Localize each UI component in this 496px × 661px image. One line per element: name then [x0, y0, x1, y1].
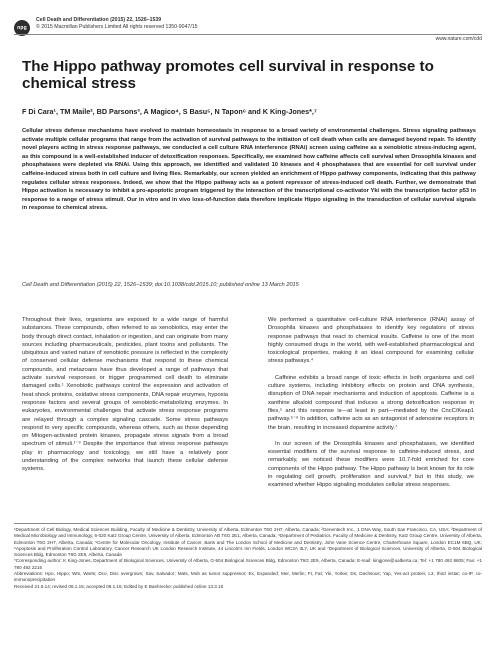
- abbreviations: Abbreviations: Hpo, Hippo; Wts, Warts; Dco, Disc overgrown; Sav, Salvador; Mats, Mob as tumor suppressor; Ex, Expanded; Mer, Merlin; Ft, Fat; Yki, Yorkie; Ds, Dachsous; Yap, Yes-act protein; L3, third instar; co-IP, co-immunoprecipitation: [14, 571, 482, 583]
- article-title: The Hippo pathway promotes cell survival in response to chemical stress: [22, 58, 434, 92]
- author-list: F Di Cara¹, TM Maile², BD Parsons³, A Magico⁴, S Basu⁵, N Tapon⁶ and K King-Jones*,⁷: [22, 107, 317, 116]
- journal-header: [36, 17, 198, 31]
- header-rule: [14, 34, 482, 35]
- body-paragraph: Caffeine exhibits a broad range of toxic effects in both organisms and cell culture systems, including inhibitory effects on protein and DNA synthesis, disruption of DNA repair mechanisms and induction of apoptosis. Caffeine is a xanthine alkaloid compound that induces a strong detoxification response in flies,⁵ and this response is—at least in part—mediated by the CncC/Keap1 pathway.⁵⁻⁶ In addition, caffeine acts as an antagonist of adenosine receptors in the brain, resulting in increased dopamine activity.⁷: [268, 374, 474, 431]
- body-column-left: [22, 316, 228, 474]
- body-column-right: [268, 316, 474, 490]
- journal-website-link[interactable]: www.nature.com/cdd: [435, 36, 482, 42]
- body-paragraph: Throughout their lives, organisms are exposed to a wide range of harmful substances. These compounds, often referred to as xenobiotics, may enter the body through direct contact, inhalation or ingestion, and can originate from many sources including pharmaceuticals, pesticides, plant toxins and pollutants. The ubiquitous and varied nature of xenobiotic pressure is reflected in the complexity of conserved cellular defense mechanisms that respond to these chemical compounds, and metazoans have thus developed a range of pathways that activate survival responses or trigger programmed cell death to eliminate damaged cells.¹ Xenobiotic pathways control the expression and activation of heat shock proteins, oxidative stress components, DNA repair enzymes, hypoxia response factors and several groups of xenobiotic-metabolizing enzymes. In eukaryotes, environmental challenges that activate stress response programs are relayed through a complex signaling cascade. Some stress pathways respond to very specific compounds, whereas others, such as those depending on Mitogen-activated protein kinases, propagate stress signals from a broad spectrum of stimuli.¹⁻³ Despite the importance that stress response pathways play in pharmacology and toxicology, we still have a relatively poor understanding of the complex networks that launch these cellular defense systems.: [22, 317, 228, 473]
- npg-logo: npg: [14, 20, 30, 36]
- body-paragraph: In our screen of the Drosophila kinases and phosphatases, we identified essential modifiers of the survival response to caffeine-induced stress, and remarkably, we noticed these modifiers were 10.7-fold enriched for core components of the Hippo pathway. The Hippo pathway is best known for its role in regulating cell growth, proliferation and survival,⁸ but in this study, we examined whether Hippo signaling modulates cellular stress responses.: [268, 440, 474, 489]
- footnote-rule: [14, 523, 482, 524]
- copyright-line: © 2015 Macmillan Publishers Limited All rights reserved 1350-9047/15: [36, 24, 198, 30]
- citation-line: Cell Death and Differentiation (2015) 22, 1526–1539; doi:10.1038/cdd.2015.10; published online 13 March 2015: [22, 282, 299, 288]
- correspondence: *Corresponding author: K King-Jones, Department of Biological Sciences, University of Alberta, G-504 Biological Sciences Bldg, Edmonton T6G 2E9, Alberta, Canada; E-mail: kingjone@ualberta.ca; Tel: +1 780 492 8605; Fax: +1 780 492 2216: [14, 558, 482, 570]
- abstract: Cellular stress defense mechanisms have evolved to maintain homeostasis in response to a broad variety of environmental challenges. Stress signaling pathways activate multiple cellular programs that range from the activation of survival pathways to the initiation of cell death when cells are damaged beyond repair. To identify novel players acting in stress response pathways, we conducted a cell culture RNA interference (RNAi) screen using caffeine as a xenobiotic stress-inducing agent, as this compound is a well-established inducer of detoxification responses. Specifically, we examined how caffeine affects cell survival when Drosophila kinases and phosphatases were depleted via RNAi. Using this approach, we identified and validated 10 kinases and 4 phosphatases that are essential for cell survival under caffeine-induced stress both in cell culture and living flies. Remarkably, our screen yielded an enrichment of Hippo pathway components, indicating that this pathway regulates cellular stress responses. Indeed, we show that the Hippo pathway acts as a potent repressor of stress-induced cell death. Further, we demonstrate that Hippo activation is necessary to inhibit a pro-apoptotic program triggered by the interaction of the transcriptional co-activator Yki with the transcription factor p53 in response to a range of stress stimuli. Our in vitro and in vivo loss-of-function data therefore implicate Hippo signaling in the transduction of cellular survival signals in response to chemical stress.: [22, 128, 476, 212]
- affiliations: ¹Department of Cell Biology, Medical Sciences Building, Faculty of Medicine & Dentistry, University of Alberta, Edmonton T6G 2H7, Alberta, Canada; ²Genentech Inc., 1 DNA Way, South San Francisco, CA, USA; ³Department of Medical Microbiology and Immunology, 6-020 Katz Group Centre, University of Alberta, Edmonton AB T6G 2E1, Alberta, Canada; ⁴Department of Pediatrics, Faculty of Medicine & Dentistry, Katz Group Centre, University of Alberta, Edmonton T6G 2H7, Alberta, Canada; ⁵Centre for Molecular Oncology, Institute of Cancer, Barts and The London School of Medicine and Dentistry, John Vane Science Centre, Charterhouse Square, London EC1M 6BQ, UK; ⁶Apoptosis and Proliferation Control Laboratory, Cancer Research UK London Research Institute, 44 Lincoln's Inn Fields, London WC2A 3LY, UK and ⁷Department of Biological Sciences, University of Alberta, G-504 Biological Sciences Bldg, Edmonton T6G 2E9, Alberta, Canada: [14, 527, 482, 558]
- footnotes: [14, 527, 482, 590]
- body-paragraph: We performed a quantitative cell-culture RNA interference (RNAi) assay of Drosophila kinases and phosphatases to identify key regulators of stress response pathways that react to chemical insults. Caffeine is one of the most highly consumed drugs in the world, with well-established pharmacological and toxicological properties, making it an ideal compound for examining cellular stress pathways.⁴: [268, 317, 474, 365]
- article-dates: Received 21.6.14; revised 08.1.15; accepted 09.1.15; Edited by E Baehrecke; published online 13.3.15: [14, 583, 224, 589]
- journal-issue: Cell Death and Differentiation (2015) 22, 1526–1539: [36, 17, 162, 23]
